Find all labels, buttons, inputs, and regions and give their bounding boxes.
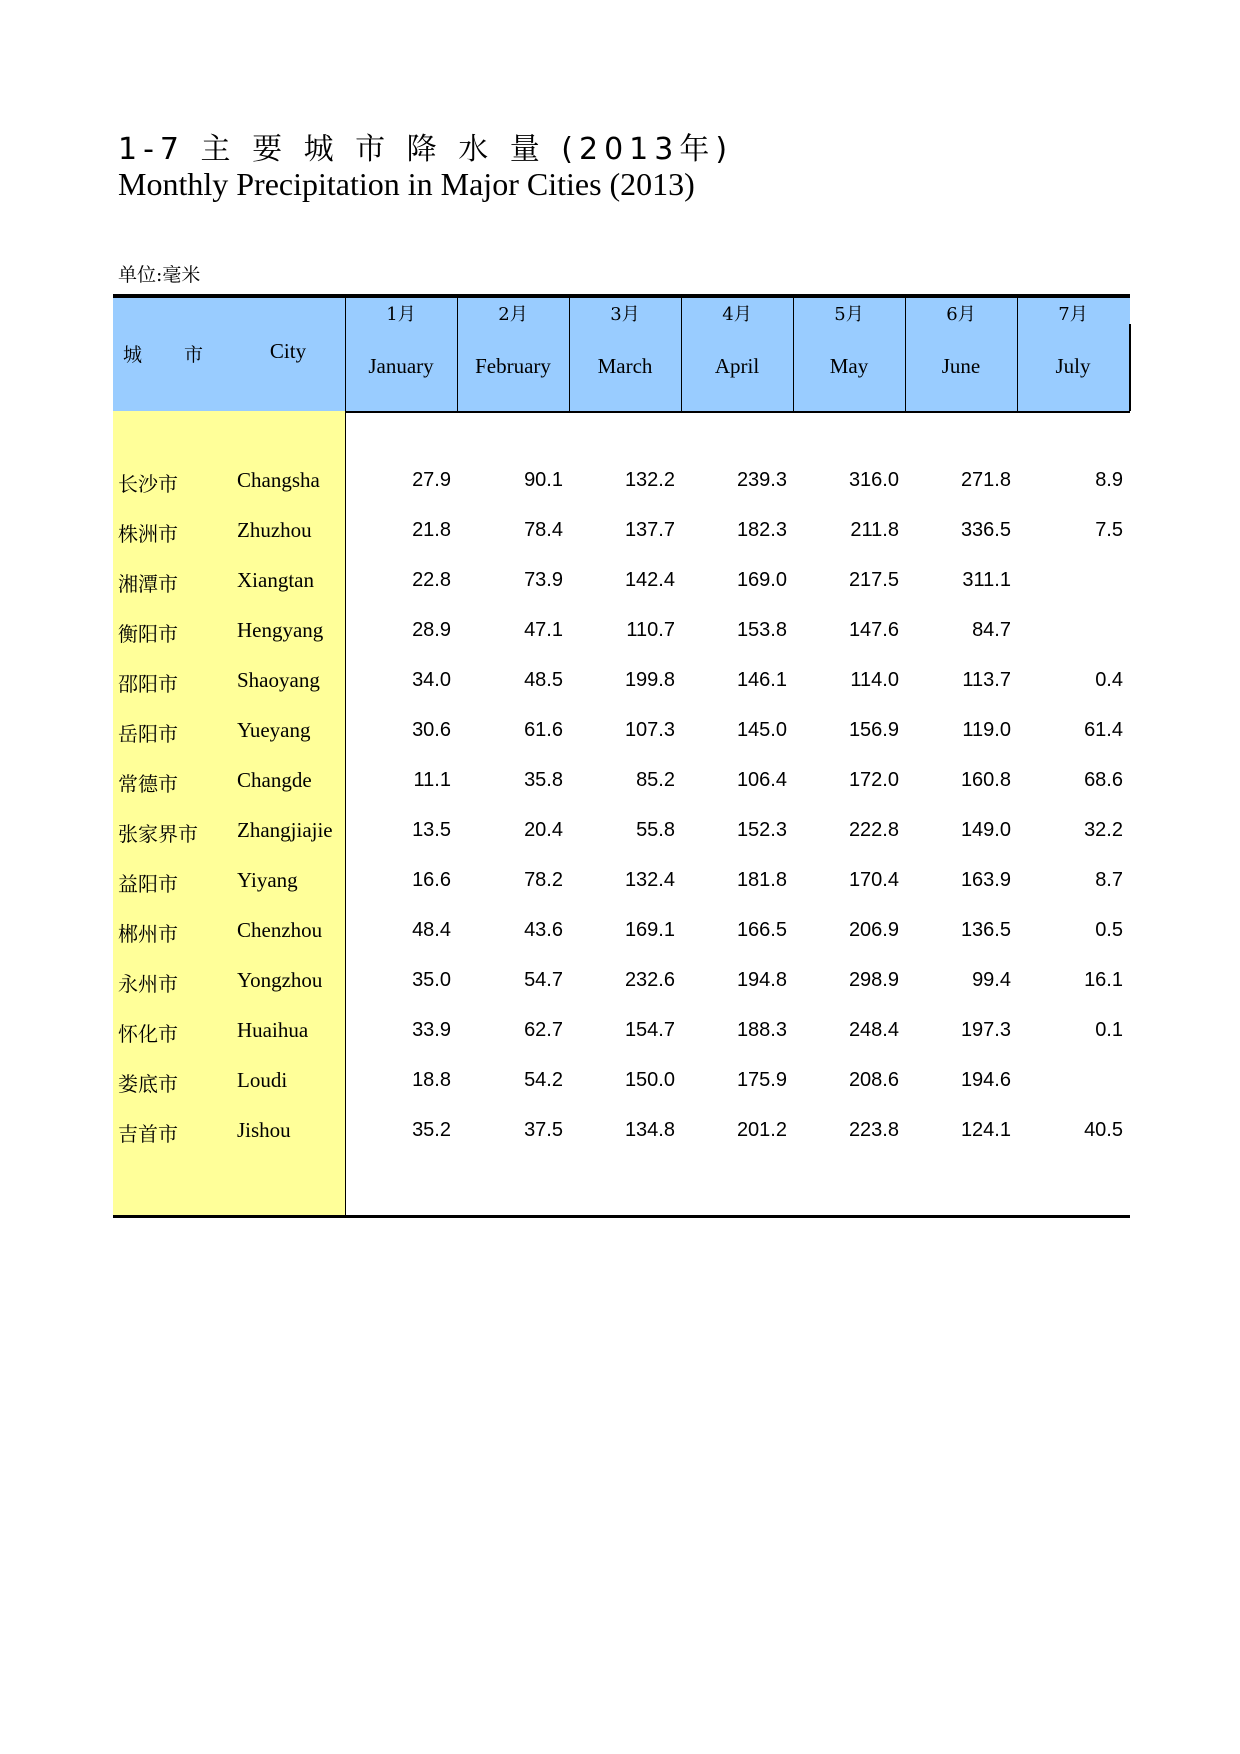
table-top-rule [113,294,1130,298]
value-cell: 211.8 [850,519,899,541]
city-name-chinese: 株洲市 [118,522,178,546]
value-cell: 145.0 [736,719,787,741]
value-cell: 35.0 [412,969,451,991]
value-cell: 153.8 [736,619,787,641]
city-name-chinese: 吉首市 [118,1122,178,1146]
value-cell: 33.9 [412,1019,451,1041]
table-row [113,958,1130,1008]
value-cell: 73.9 [524,569,563,591]
city-name-english: Yueyang [237,718,311,742]
value-cell: 134.8 [624,1119,675,1141]
header-city-chinese: 城 市 [122,344,222,366]
value-cell: 150.0 [624,1069,675,1091]
value-cell: 35.2 [412,1119,451,1141]
value-cell: 43.6 [524,919,563,941]
value-cell: 194.6 [960,1069,1011,1091]
value-cell: 48.5 [524,669,563,691]
value-cell: 223.8 [848,1119,899,1141]
value-cell: 201.2 [736,1119,787,1141]
value-cell: 156.9 [848,719,899,741]
value-cell: 0.1 [1095,1019,1123,1041]
value-cell: 137.7 [624,519,675,541]
value-cell: 22.8 [412,569,451,591]
value-cell: 119.0 [962,719,1011,741]
city-name-english: Loudi [237,1068,288,1092]
city-name-chinese: 岳阳市 [118,722,178,746]
precipitation-table [113,294,1130,1217]
city-name-english: Xiangtan [237,568,314,592]
value-cell: 248.4 [848,1019,899,1041]
value-cell: 166.5 [736,919,787,941]
city-name-english: Huaihua [237,1018,309,1042]
city-name-chinese: 永州市 [118,972,178,996]
value-cell: 30.6 [412,719,451,741]
table-row [113,608,1130,658]
city-name-chinese: 邵阳市 [118,672,178,696]
value-cell: 85.2 [636,769,675,791]
table-row [113,708,1130,758]
value-cell: 298.9 [848,969,899,991]
value-cell: 169.1 [624,919,675,941]
header-month-en: April [714,354,760,378]
value-cell: 136.5 [960,919,1011,941]
value-cell: 28.9 [412,619,451,641]
header-month-en: June [941,354,981,378]
value-cell: 160.8 [960,769,1011,791]
header-month-cn: 4月 [722,304,752,325]
value-cell: 40.5 [1084,1119,1123,1141]
value-cell: 182.3 [736,519,787,541]
value-cell: 336.5 [960,519,1011,541]
value-cell: 311.1 [962,569,1011,591]
value-cell: 27.9 [412,469,451,491]
value-cell: 18.8 [412,1069,451,1091]
table-bottom-rule [113,1215,1130,1218]
value-cell: 142.4 [624,569,675,591]
value-cell: 124.1 [960,1119,1011,1141]
city-name-chinese: 衡阳市 [118,622,178,646]
value-cell: 146.1 [736,669,787,691]
city-name-english: Zhangjiajie [237,818,333,842]
header-right-border [1129,324,1131,411]
value-cell: 175.9 [736,1069,787,1091]
header-month-cn: 5月 [834,304,864,325]
value-cell: 239.3 [736,469,787,491]
value-cell: 16.6 [412,869,451,891]
city-name-english: Shaoyang [237,668,320,692]
city-name-chinese: 长沙市 [118,472,178,496]
table-row [113,658,1130,708]
header-month-cn: 7月 [1058,304,1088,325]
table-row [113,808,1130,858]
value-cell: 55.8 [636,819,675,841]
value-cell: 152.3 [736,819,787,841]
value-cell: 110.7 [626,619,675,641]
value-cell: 48.4 [412,919,451,941]
value-cell: 84.7 [972,619,1011,641]
header-month-en: March [597,354,653,378]
value-cell: 172.0 [848,769,899,791]
value-cell: 21.8 [412,519,451,541]
city-name-english: Jishou [237,1118,291,1142]
header-city-english: City [269,339,307,363]
value-cell: 188.3 [736,1019,787,1041]
city-name-english: Yongzhou [237,968,323,992]
value-cell: 132.4 [624,869,675,891]
table-row [113,758,1130,808]
value-cell: 206.9 [848,919,899,941]
value-cell: 316.0 [848,469,899,491]
value-cell: 0.4 [1095,669,1123,691]
value-cell: 149.0 [960,819,1011,841]
city-name-chinese: 怀化市 [118,1022,178,1046]
value-cell: 208.6 [848,1069,899,1091]
table-row [113,858,1130,908]
value-cell: 132.2 [624,469,675,491]
header-month-en: January [368,354,434,378]
city-name-english: Changde [237,768,312,792]
value-cell: 217.5 [848,569,899,591]
value-cell: 37.5 [524,1119,563,1141]
value-cell: 78.4 [524,519,563,541]
value-cell: 8.7 [1095,869,1123,891]
value-cell: 0.5 [1095,919,1123,941]
value-cell: 11.1 [413,769,451,791]
header-month-en: May [829,354,869,378]
value-cell: 78.2 [524,869,563,891]
table-row [113,1108,1130,1158]
city-name-chinese: 益阳市 [118,872,178,896]
value-cell: 13.5 [412,819,451,841]
value-cell: 271.8 [960,469,1011,491]
value-cell: 20.4 [524,819,563,841]
value-cell: 170.4 [848,869,899,891]
value-cell: 7.5 [1095,519,1123,541]
value-cell: 199.8 [624,669,675,691]
page-title-english: Monthly Precipitation in Major Cities (2013) [118,166,695,202]
table-row [113,1058,1130,1108]
value-cell: 194.8 [736,969,787,991]
header-month-en: July [1055,354,1091,378]
city-name-english: Zhuzhou [237,518,312,542]
table-row [113,558,1130,608]
value-cell: 8.9 [1095,469,1123,491]
city-name-chinese: 娄底市 [118,1072,178,1096]
value-cell: 32.2 [1084,819,1123,841]
value-cell: 197.3 [960,1019,1011,1041]
table-row [113,908,1130,958]
value-cell: 61.6 [524,719,563,741]
value-cell: 35.8 [524,769,563,791]
value-cell: 147.6 [848,619,899,641]
city-name-english: Yiyang [237,868,298,892]
unit-label: 单位:毫米 [118,264,201,286]
value-cell: 114.0 [850,669,899,691]
city-name-chinese: 常德市 [118,772,178,796]
city-name-english: Changsha [237,468,320,492]
value-cell: 68.6 [1084,769,1123,791]
value-cell: 61.4 [1084,719,1123,741]
value-cell: 154.7 [624,1019,675,1041]
value-cell: 106.4 [736,769,787,791]
value-cell: 181.8 [736,869,787,891]
value-cell: 163.9 [960,869,1011,891]
header-month-en: February [475,354,551,378]
value-cell: 16.1 [1084,969,1123,991]
value-cell: 222.8 [848,819,899,841]
value-cell: 107.3 [624,719,675,741]
city-name-chinese: 张家界市 [118,822,198,846]
header-month-cn: 2月 [498,304,528,325]
city-name-english: Hengyang [237,618,324,642]
value-cell: 113.7 [962,669,1011,691]
value-cell: 54.2 [524,1069,563,1091]
city-name-chinese: 郴州市 [118,922,178,946]
value-cell: 90.1 [524,469,563,491]
city-name-chinese: 湘潭市 [118,572,178,596]
city-name-english: Chenzhou [237,918,323,942]
value-cell: 169.0 [736,569,787,591]
value-cell: 47.1 [524,619,563,641]
table-row [113,508,1130,558]
value-cell: 232.6 [624,969,675,991]
value-cell: 34.0 [412,669,451,691]
header-month-cn: 1月 [386,304,416,325]
value-cell: 54.7 [524,969,563,991]
table-row [113,1008,1130,1058]
header-month-cn: 3月 [610,304,640,325]
header-month-cn: 6月 [946,304,976,325]
value-cell: 62.7 [524,1019,563,1041]
table-row [113,458,1130,508]
page-title-chinese: 1-7 主 要 城 市 降 水 量 (2013年) [118,132,734,167]
value-cell: 99.4 [972,969,1011,991]
